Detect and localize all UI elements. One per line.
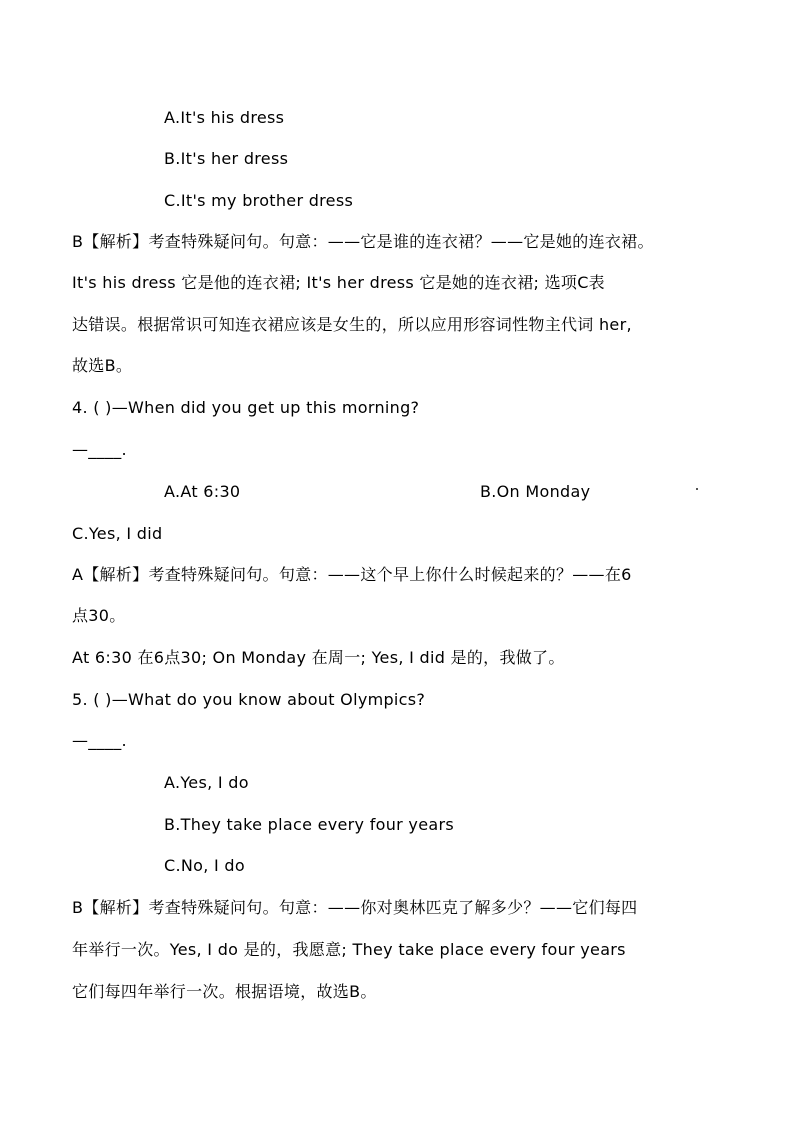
q3-analysis-line-2: It's his dress 它是他的连衣裙; It's her dress 它是她的连衣裙; 选项C表 xyxy=(72,273,605,292)
q3-analysis-line-4: 故选B。 xyxy=(72,356,133,375)
q3-analysis-line-3: 达错误。根据常识可知连衣裙应该是女生的，所以应用形容词性物主代词 her, xyxy=(72,315,632,334)
q3-option-b: B.It's her dress xyxy=(164,149,289,168)
q5-analysis-line-1: B【解析】考查特殊疑问句。句意：——你对奥林匹克了解多少？——它们每四 xyxy=(72,898,638,917)
q3-option-a: A.It's his dress xyxy=(164,108,285,127)
q4-analysis-line-3: At 6:30 在6点30; On Monday 在周一; Yes, I did 是的，我做了。 xyxy=(72,648,565,667)
q4-option-c: C.Yes, I did xyxy=(72,524,163,543)
q4-analysis-line-2: 点30。 xyxy=(72,606,126,625)
q4-analysis-line-1: A【解析】考查特殊疑问句。句意：——这个早上你什么时候起来的？——在6 xyxy=(72,565,632,584)
q4-option-b: B.On Monday xyxy=(480,482,591,501)
q4-answer-blank: —____. xyxy=(72,440,127,459)
q5-answer-blank: —____. xyxy=(72,731,127,750)
q3-option-c: C.It's my brother dress xyxy=(164,191,354,210)
q5-question: 5. ( )—What do you know about Olympics? xyxy=(72,690,426,709)
q4-option-a: A.At 6:30 xyxy=(164,482,241,501)
q5-option-b: B.They take place every four years xyxy=(164,815,454,834)
q5-option-a: A.Yes, I do xyxy=(164,773,249,792)
stray-mark xyxy=(696,488,698,490)
q4-question: 4. ( )—When did you get up this morning? xyxy=(72,398,420,417)
q5-analysis-line-3: 它们每四年举行一次。根据语境，故选B。 xyxy=(72,982,377,1001)
q5-option-c: C.No, I do xyxy=(164,856,245,875)
q5-analysis-line-2: 年举行一次。Yes, I do 是的，我愿意; They take place every four years xyxy=(72,940,626,959)
q3-analysis-line-1: B【解析】考查特殊疑问句。句意：——它是谁的连衣裙？——它是她的连衣裙。 xyxy=(72,232,654,251)
